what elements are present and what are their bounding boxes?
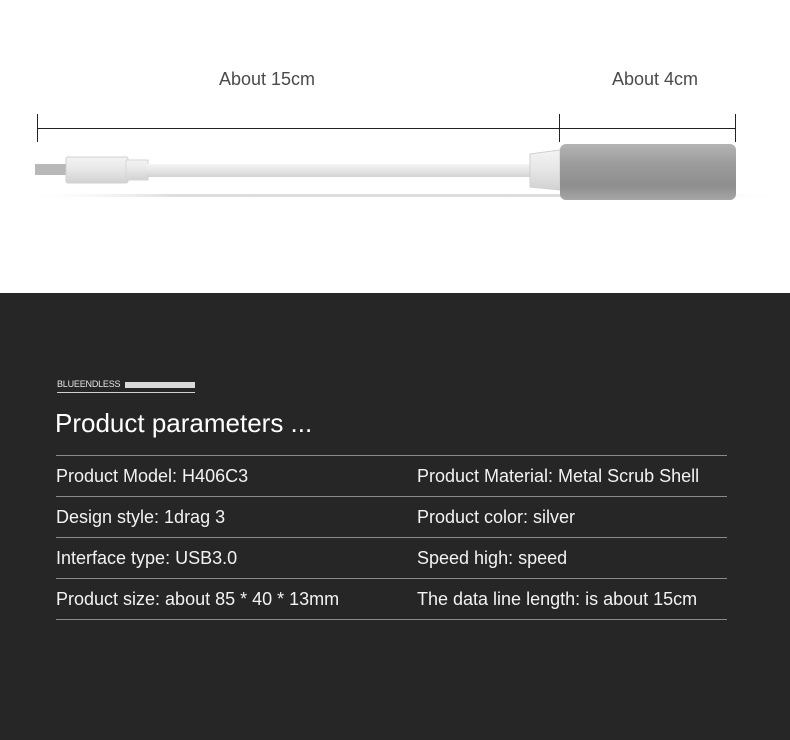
parameters-section <box>0 293 790 740</box>
param-product-material: Product Material: Metal Scrub Shell <box>417 466 700 486</box>
parameters-table <box>56 455 727 620</box>
brand-bar <box>125 382 195 388</box>
section-title: Product parameters ... <box>55 408 313 438</box>
param-product-color: Product color: silver <box>417 507 576 527</box>
table-row <box>56 456 727 497</box>
param-interface-type: Interface type: USB3.0 <box>56 548 238 568</box>
usb-cable-illustration <box>0 0 790 293</box>
usb-plug-housing <box>66 157 128 183</box>
table-row <box>56 497 727 538</box>
brand-name: BLUEENDLESS <box>57 379 121 389</box>
metal-connector-shell <box>560 144 736 200</box>
plug-strain-relief <box>126 160 148 180</box>
param-speed: Speed high: speed <box>417 548 568 568</box>
cable-length-label: About 15cm <box>219 69 316 89</box>
usb-plug-metal <box>35 164 67 175</box>
param-cable-length: The data line length: is about 15cm <box>417 589 698 609</box>
cable-body <box>146 164 534 177</box>
connector-length-label: About 4cm <box>612 69 699 89</box>
connector-strain-relief <box>530 150 560 190</box>
table-row <box>56 579 727 620</box>
table-row <box>56 538 727 579</box>
product-image-area <box>0 0 790 293</box>
param-product-model: Product Model: H406C3 <box>56 466 249 486</box>
brand-underline <box>57 392 195 393</box>
param-product-size: Product size: about 85 * 40 * 13mm <box>56 589 340 609</box>
param-design-style: Design style: 1drag 3 <box>56 507 226 527</box>
